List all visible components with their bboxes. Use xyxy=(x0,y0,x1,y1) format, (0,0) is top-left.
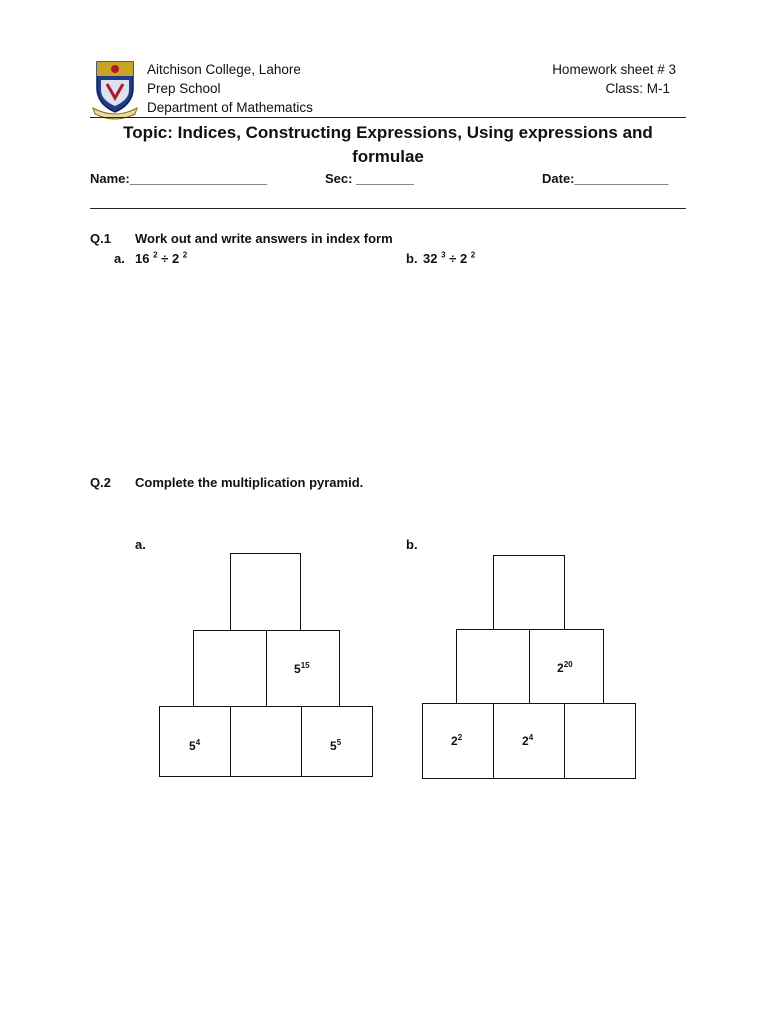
q1-part-b-label: b. xyxy=(406,251,418,266)
pyramid-a-middle-right-value: $5^{15}$ xyxy=(294,661,310,676)
q1-part-a-expression: 16 $^2$ ÷ 2 $^2$ xyxy=(135,250,188,266)
pyramid-a-middle-right-box[interactable] xyxy=(266,630,340,707)
class-label: Class: M-1 xyxy=(605,81,670,96)
q1-prompt: Work out and write answers in index form xyxy=(135,231,393,246)
topic-line-2: formulae xyxy=(352,147,424,166)
pyramid-a-bottom-right-box[interactable] xyxy=(301,706,373,777)
pyramid-a-bottom-right-value: $5^5$ xyxy=(330,738,342,753)
pyramid-a-bottom-left-value: $5^4$ xyxy=(189,738,201,753)
q2-part-b-label: b. xyxy=(406,537,418,552)
pyramid-b-bottom-left-value: $2^2$ xyxy=(451,733,463,748)
q1-part-a-label: a. xyxy=(114,251,125,266)
pyramid-a-middle-left-box[interactable] xyxy=(193,630,267,707)
homework-sheet-number: Homework sheet # 3 xyxy=(552,62,676,77)
pyramid-a-bottom-middle-box[interactable] xyxy=(230,706,302,777)
pyramid-b-bottom-right-box[interactable] xyxy=(564,703,636,779)
name-field: Name:___________________ xyxy=(90,171,268,186)
q1-part-b-expression: 32 $^3$ ÷ 2 $^2$ xyxy=(423,250,476,266)
pyramid-b-middle-right-box[interactable] xyxy=(529,629,604,704)
q2-number: Q.2 xyxy=(90,475,111,490)
q1-number: Q.1 xyxy=(90,231,111,246)
department-name: Department of Mathematics xyxy=(147,100,313,115)
pyramid-b-bottom-left-box[interactable] xyxy=(422,703,494,779)
pyramid-b-bottom-middle-value: $2^4$ xyxy=(522,733,534,748)
pyramid-a-top-box[interactable] xyxy=(230,553,301,631)
header-divider xyxy=(90,117,686,118)
fields-divider xyxy=(90,208,686,209)
school-section: Prep School xyxy=(147,81,221,96)
school-name: Aitchison College, Lahore xyxy=(147,62,301,77)
q2-part-a-label: a. xyxy=(135,537,146,552)
topic-title xyxy=(90,121,686,169)
pyramid-a-bottom-left-box[interactable] xyxy=(159,706,231,777)
q2-prompt: Complete the multiplication pyramid. xyxy=(135,475,364,490)
date-field: Date:_____________ xyxy=(542,171,669,186)
pyramid-b-bottom-middle-box[interactable] xyxy=(493,703,565,779)
topic-line-1: Topic: Indices, Constructing Expressions, Using expressions and xyxy=(123,123,653,142)
pyramid-b-top-box[interactable] xyxy=(493,555,565,630)
section-field: Sec: ________ xyxy=(325,171,414,186)
pyramid-b-middle-right-value: $2^{20}$ xyxy=(557,660,573,675)
pyramid-b-middle-left-box[interactable] xyxy=(456,629,530,704)
college-crest-logo xyxy=(91,58,139,120)
